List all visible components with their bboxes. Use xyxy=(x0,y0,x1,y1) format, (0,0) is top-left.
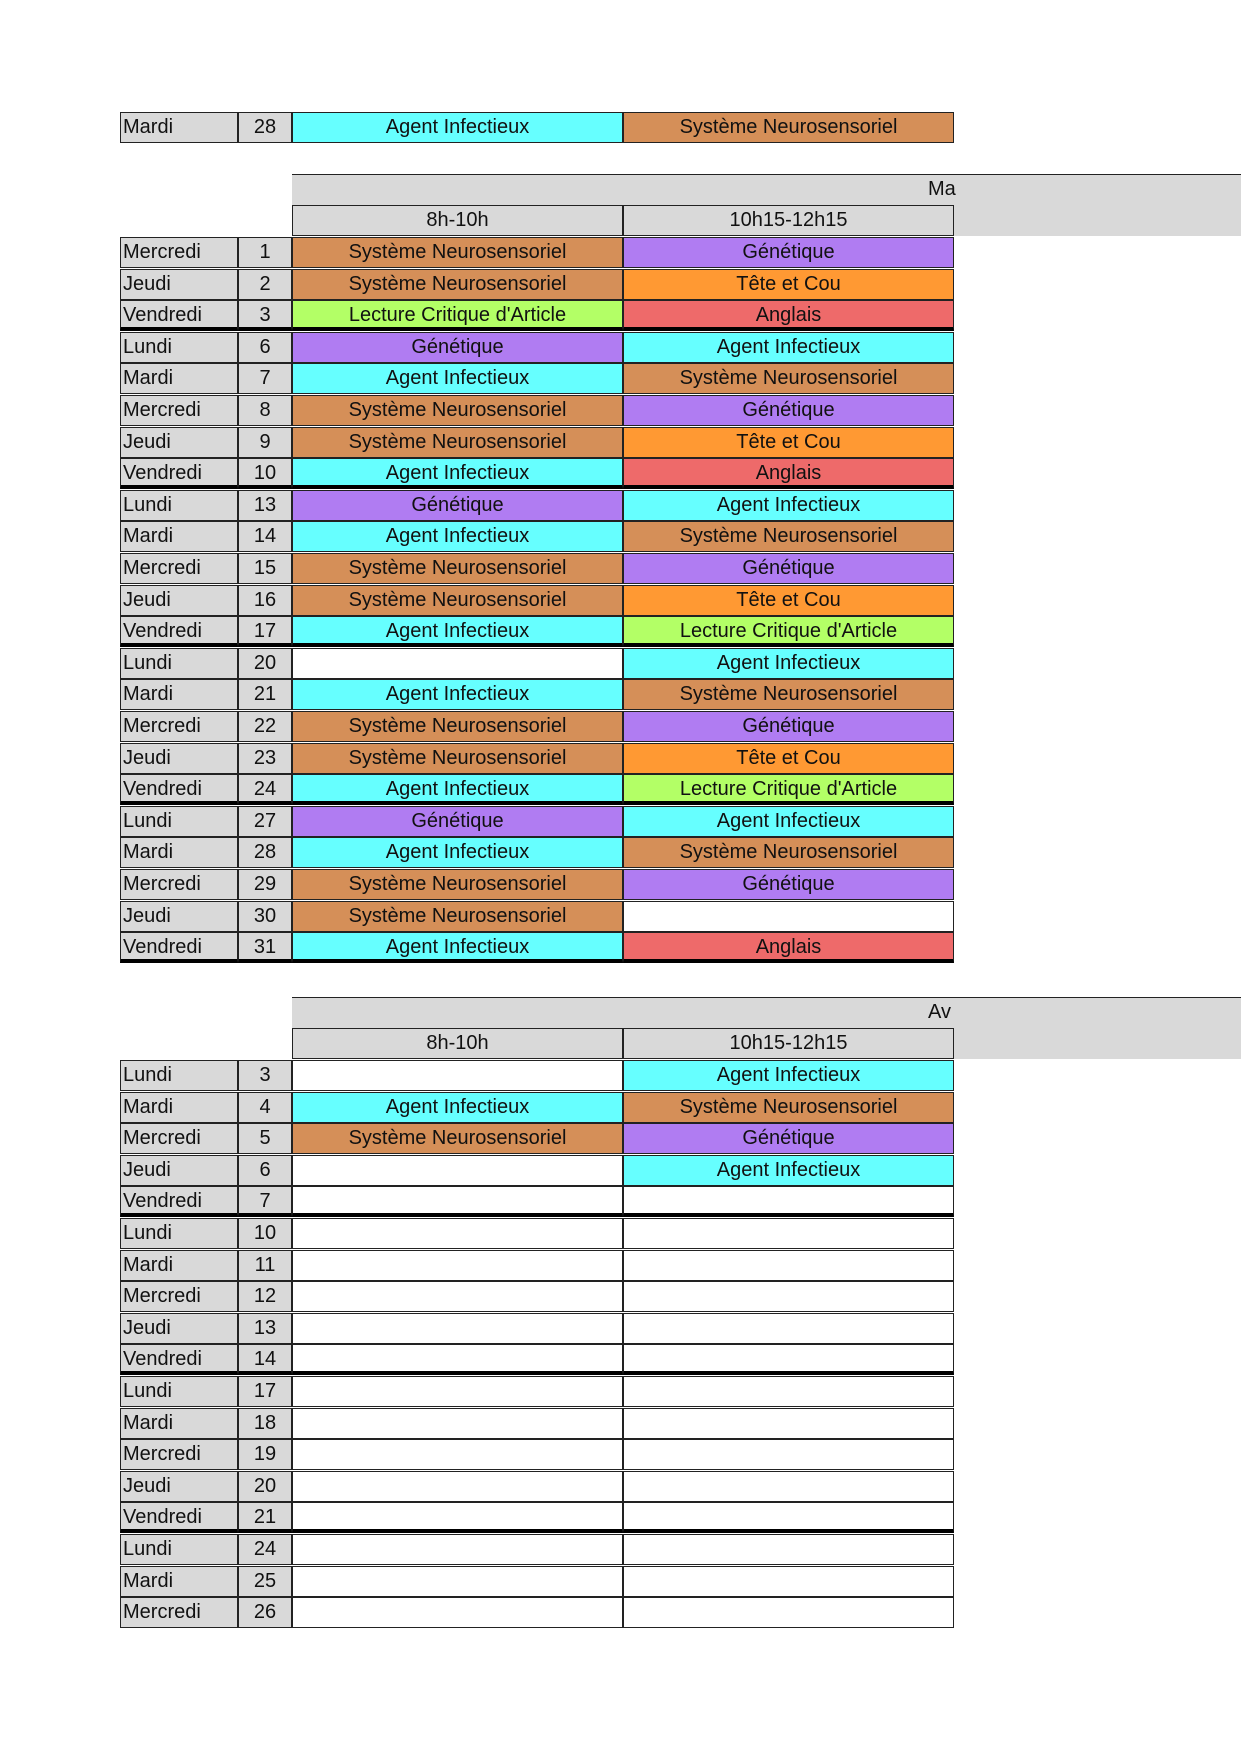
slot-late-morning-cell[interactable] xyxy=(623,1250,954,1281)
slot-morning-cell[interactable]: Lecture Critique d'Article xyxy=(292,300,623,331)
day-cell[interactable]: Mercredi xyxy=(120,1597,238,1628)
day-cell[interactable]: Jeudi xyxy=(120,1313,238,1344)
date-cell[interactable]: 3 xyxy=(238,300,292,331)
column-header-morning: 8h-10h xyxy=(292,1028,623,1059)
slot-late-morning-cell[interactable] xyxy=(623,1186,954,1217)
slot-late-morning-cell[interactable] xyxy=(623,1439,954,1470)
day-cell[interactable]: Jeudi xyxy=(120,427,238,458)
date-cell[interactable]: 18 xyxy=(238,1408,292,1439)
column-header-late-morning: 10h15-12h15 xyxy=(623,1028,954,1059)
date-cell[interactable]: 10 xyxy=(238,458,292,489)
date-cell[interactable]: 25 xyxy=(238,1566,292,1597)
slot-morning-cell[interactable] xyxy=(292,1376,623,1407)
date-cell[interactable]: 28 xyxy=(238,837,292,868)
date-cell[interactable]: 21 xyxy=(238,679,292,710)
month-header-bar xyxy=(292,997,1241,1028)
day-cell[interactable]: Mardi xyxy=(120,1092,238,1123)
day-cell[interactable]: Lundi xyxy=(120,1060,238,1091)
slot-morning-cell[interactable] xyxy=(292,1471,623,1502)
date-cell[interactable]: 31 xyxy=(238,932,292,963)
day-cell[interactable]: Lundi xyxy=(120,1218,238,1249)
date-cell[interactable]: 5 xyxy=(238,1123,292,1154)
date-cell[interactable]: 10 xyxy=(238,1218,292,1249)
slot-morning-cell[interactable]: Système Neurosensoriel xyxy=(292,269,623,300)
slot-morning-cell[interactable]: Agent Infectieux xyxy=(292,458,623,489)
slot-morning-cell[interactable]: Génétique xyxy=(292,490,623,521)
slot-late-morning-cell[interactable]: Génétique xyxy=(623,869,954,900)
slot-late-morning-cell[interactable]: Système Neurosensoriel xyxy=(623,521,954,552)
slot-late-morning-cell[interactable]: Système Neurosensoriel xyxy=(623,679,954,710)
month-label: Ma xyxy=(928,178,956,200)
slot-morning-cell[interactable]: Système Neurosensoriel xyxy=(292,553,623,584)
slot-late-morning-cell[interactable] xyxy=(623,901,954,932)
slot-late-morning-cell[interactable]: Génétique xyxy=(623,1123,954,1154)
date-cell[interactable]: 9 xyxy=(238,427,292,458)
slot-late-morning-cell[interactable]: Tête et Cou xyxy=(623,427,954,458)
slot-morning-cell[interactable]: Système Neurosensoriel xyxy=(292,869,623,900)
slot-morning-cell[interactable] xyxy=(292,1313,623,1344)
date-cell[interactable]: 12 xyxy=(238,1281,292,1312)
day-cell[interactable]: Mercredi xyxy=(120,553,238,584)
date-cell[interactable]: 2 xyxy=(238,269,292,300)
slot-morning-cell[interactable] xyxy=(292,1250,623,1281)
slot-morning-cell[interactable]: Agent Infectieux xyxy=(292,616,623,647)
day-cell[interactable]: Mardi xyxy=(120,363,238,394)
slot-late-morning-cell[interactable]: Agent Infectieux xyxy=(623,806,954,837)
slot-morning-cell[interactable]: Agent Infectieux xyxy=(292,112,623,143)
day-cell[interactable]: Mardi xyxy=(120,112,238,143)
day-cell[interactable]: Vendredi xyxy=(120,458,238,489)
slot-late-morning-cell[interactable] xyxy=(623,1376,954,1407)
date-cell[interactable]: 14 xyxy=(238,521,292,552)
day-cell[interactable]: Mardi xyxy=(120,679,238,710)
date-cell[interactable]: 4 xyxy=(238,1092,292,1123)
date-cell[interactable]: 26 xyxy=(238,1597,292,1628)
date-cell[interactable]: 23 xyxy=(238,743,292,774)
slot-morning-cell[interactable]: Système Neurosensoriel xyxy=(292,1123,623,1154)
slot-late-morning-cell[interactable]: Génétique xyxy=(623,395,954,426)
slot-late-morning-cell[interactable] xyxy=(623,1566,954,1597)
slot-late-morning-cell[interactable] xyxy=(623,1281,954,1312)
slot-morning-cell[interactable]: Système Neurosensoriel xyxy=(292,237,623,268)
slot-late-morning-cell[interactable]: Agent Infectieux xyxy=(623,1155,954,1186)
slot-late-morning-cell[interactable]: Tête et Cou xyxy=(623,269,954,300)
date-cell[interactable]: 6 xyxy=(238,1155,292,1186)
day-cell[interactable]: Jeudi xyxy=(120,585,238,616)
day-cell[interactable]: Jeudi xyxy=(120,269,238,300)
day-cell[interactable]: Jeudi xyxy=(120,743,238,774)
slot-morning-cell[interactable]: Agent Infectieux xyxy=(292,837,623,868)
date-cell[interactable]: 20 xyxy=(238,1471,292,1502)
slot-late-morning-cell[interactable] xyxy=(623,1344,954,1375)
day-cell[interactable]: Vendredi xyxy=(120,1502,238,1533)
date-cell[interactable]: 30 xyxy=(238,901,292,932)
day-cell[interactable]: Vendredi xyxy=(120,1186,238,1217)
day-cell[interactable]: Lundi xyxy=(120,1534,238,1565)
slot-late-morning-cell[interactable] xyxy=(623,1408,954,1439)
day-cell[interactable]: Mardi xyxy=(120,837,238,868)
slot-late-morning-cell[interactable]: Système Neurosensoriel xyxy=(623,837,954,868)
date-cell[interactable]: 27 xyxy=(238,806,292,837)
slot-morning-cell[interactable]: Génétique xyxy=(292,332,623,363)
date-cell[interactable]: 7 xyxy=(238,363,292,394)
date-cell[interactable]: 22 xyxy=(238,711,292,742)
slot-morning-cell[interactable] xyxy=(292,1060,623,1091)
day-cell[interactable]: Lundi xyxy=(120,1376,238,1407)
slot-late-morning-cell[interactable] xyxy=(623,1502,954,1533)
date-cell[interactable]: 7 xyxy=(238,1186,292,1217)
slot-morning-cell[interactable] xyxy=(292,1566,623,1597)
date-cell[interactable]: 14 xyxy=(238,1344,292,1375)
day-cell[interactable]: Vendredi xyxy=(120,616,238,647)
slot-late-morning-cell[interactable]: Agent Infectieux xyxy=(623,490,954,521)
slot-late-morning-cell[interactable]: Tête et Cou xyxy=(623,585,954,616)
day-cell[interactable]: Vendredi xyxy=(120,1344,238,1375)
day-cell[interactable]: Mercredi xyxy=(120,1281,238,1312)
slot-morning-cell[interactable]: Génétique xyxy=(292,806,623,837)
date-cell[interactable]: 13 xyxy=(238,1313,292,1344)
slot-morning-cell[interactable]: Agent Infectieux xyxy=(292,932,623,963)
column-header-morning: 8h-10h xyxy=(292,205,623,236)
slot-morning-cell[interactable]: Agent Infectieux xyxy=(292,679,623,710)
column-header-late-morning: 10h15-12h15 xyxy=(623,205,954,236)
slot-late-morning-cell[interactable] xyxy=(623,1471,954,1502)
slot-late-morning-cell[interactable] xyxy=(623,1597,954,1628)
slot-morning-cell[interactable]: Système Neurosensoriel xyxy=(292,901,623,932)
day-cell[interactable]: Mardi xyxy=(120,1408,238,1439)
date-cell[interactable]: 6 xyxy=(238,332,292,363)
date-cell[interactable]: 24 xyxy=(238,1534,292,1565)
slot-late-morning-cell[interactable]: Génétique xyxy=(623,237,954,268)
date-cell[interactable]: 17 xyxy=(238,1376,292,1407)
slot-morning-cell[interactable]: Agent Infectieux xyxy=(292,363,623,394)
slot-morning-cell[interactable] xyxy=(292,1218,623,1249)
slot-morning-cell[interactable] xyxy=(292,1408,623,1439)
slot-late-morning-cell[interactable]: Agent Infectieux xyxy=(623,332,954,363)
day-cell[interactable]: Mercredi xyxy=(120,1439,238,1470)
header-fill xyxy=(954,205,1241,236)
slot-late-morning-cell[interactable]: Génétique xyxy=(623,711,954,742)
day-cell[interactable]: Jeudi xyxy=(120,1155,238,1186)
slot-late-morning-cell[interactable]: Lecture Critique d'Article xyxy=(623,616,954,647)
slot-morning-cell[interactable]: Système Neurosensoriel xyxy=(292,395,623,426)
day-cell[interactable]: Mardi xyxy=(120,1566,238,1597)
slot-morning-cell[interactable]: Système Neurosensoriel xyxy=(292,711,623,742)
slot-morning-cell[interactable]: Système Neurosensoriel xyxy=(292,585,623,616)
date-cell[interactable]: 17 xyxy=(238,616,292,647)
slot-morning-cell[interactable] xyxy=(292,1502,623,1533)
day-cell[interactable]: Lundi xyxy=(120,490,238,521)
day-cell[interactable]: Jeudi xyxy=(120,1471,238,1502)
slot-late-morning-cell[interactable]: Agent Infectieux xyxy=(623,648,954,679)
slot-morning-cell[interactable] xyxy=(292,1281,623,1312)
month-label: Av xyxy=(928,1001,951,1023)
slot-late-morning-cell[interactable] xyxy=(623,1218,954,1249)
slot-late-morning-cell[interactable]: Tête et Cou xyxy=(623,743,954,774)
slot-late-morning-cell[interactable]: Génétique xyxy=(623,553,954,584)
date-cell[interactable]: 20 xyxy=(238,648,292,679)
day-cell[interactable]: Lundi xyxy=(120,806,238,837)
date-cell[interactable]: 19 xyxy=(238,1439,292,1470)
slot-late-morning-cell[interactable]: Anglais xyxy=(623,458,954,489)
date-cell[interactable]: 21 xyxy=(238,1502,292,1533)
slot-morning-cell[interactable] xyxy=(292,1155,623,1186)
date-cell[interactable]: 11 xyxy=(238,1250,292,1281)
day-cell[interactable]: Lundi xyxy=(120,332,238,363)
slot-morning-cell[interactable] xyxy=(292,1534,623,1565)
date-cell[interactable]: 13 xyxy=(238,490,292,521)
date-cell[interactable]: 8 xyxy=(238,395,292,426)
day-cell[interactable]: Mercredi xyxy=(120,711,238,742)
slot-late-morning-cell[interactable]: Anglais xyxy=(623,300,954,331)
slot-morning-cell[interactable]: Agent Infectieux xyxy=(292,521,623,552)
day-cell[interactable]: Mardi xyxy=(120,1250,238,1281)
slot-morning-cell[interactable]: Système Neurosensoriel xyxy=(292,743,623,774)
header-fill xyxy=(954,1028,1241,1059)
slot-late-morning-cell[interactable]: Système Neurosensoriel xyxy=(623,1092,954,1123)
slot-morning-cell[interactable] xyxy=(292,1597,623,1628)
slot-morning-cell[interactable] xyxy=(292,1186,623,1217)
date-cell[interactable]: 28 xyxy=(238,112,292,143)
slot-late-morning-cell[interactable] xyxy=(623,1534,954,1565)
day-cell[interactable]: Mercredi xyxy=(120,395,238,426)
slot-late-morning-cell[interactable]: Système Neurosensoriel xyxy=(623,363,954,394)
day-cell[interactable]: Lundi xyxy=(120,648,238,679)
date-cell[interactable]: 3 xyxy=(238,1060,292,1091)
date-cell[interactable]: 15 xyxy=(238,553,292,584)
date-cell[interactable]: 1 xyxy=(238,237,292,268)
day-cell[interactable]: Jeudi xyxy=(120,901,238,932)
day-cell[interactable]: Vendredi xyxy=(120,932,238,963)
slot-late-morning-cell[interactable]: Anglais xyxy=(623,932,954,963)
slot-morning-cell[interactable]: Système Neurosensoriel xyxy=(292,427,623,458)
day-cell[interactable]: Mercredi xyxy=(120,869,238,900)
month-header-bar xyxy=(292,174,1241,205)
slot-morning-cell[interactable]: Agent Infectieux xyxy=(292,774,623,805)
slot-morning-cell[interactable]: Agent Infectieux xyxy=(292,1092,623,1123)
slot-late-morning-cell[interactable]: Lecture Critique d'Article xyxy=(623,774,954,805)
slot-late-morning-cell[interactable]: Agent Infectieux xyxy=(623,1060,954,1091)
slot-late-morning-cell[interactable]: Système Neurosensoriel xyxy=(623,112,954,143)
day-cell[interactable]: Vendredi xyxy=(120,300,238,331)
slot-morning-cell[interactable] xyxy=(292,648,623,679)
date-cell[interactable]: 29 xyxy=(238,869,292,900)
day-cell[interactable]: Mardi xyxy=(120,521,238,552)
date-cell[interactable]: 24 xyxy=(238,774,292,805)
day-cell[interactable]: Vendredi xyxy=(120,774,238,805)
slot-morning-cell[interactable] xyxy=(292,1344,623,1375)
day-cell[interactable]: Mercredi xyxy=(120,237,238,268)
slot-morning-cell[interactable] xyxy=(292,1439,623,1470)
slot-late-morning-cell[interactable] xyxy=(623,1313,954,1344)
date-cell[interactable]: 16 xyxy=(238,585,292,616)
day-cell[interactable]: Mercredi xyxy=(120,1123,238,1154)
